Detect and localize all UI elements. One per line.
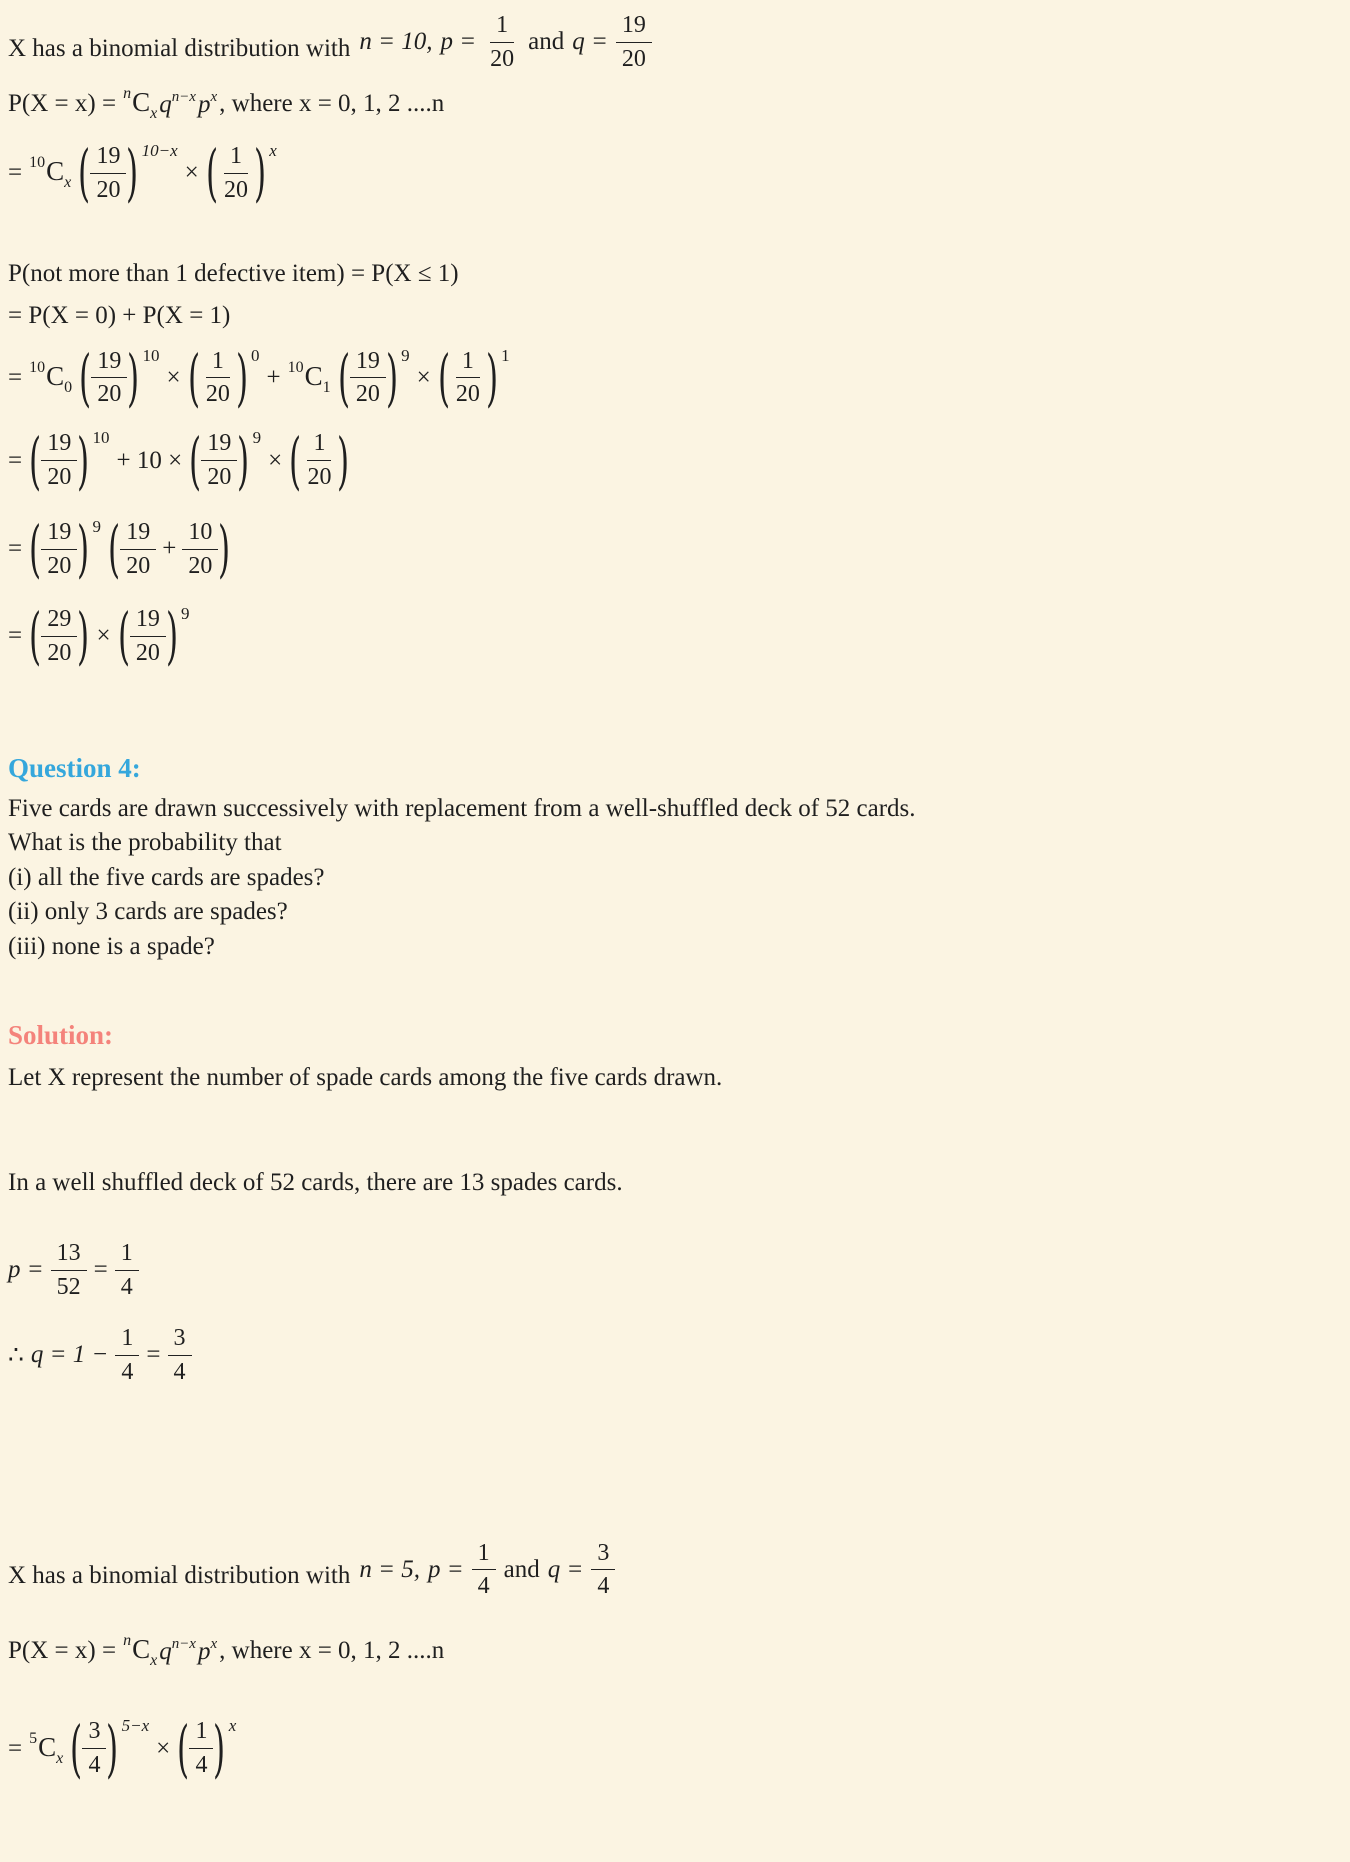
equals-sign: = (8, 535, 23, 563)
fraction (201, 430, 237, 491)
fraction-numerator: 19 (91, 348, 127, 379)
question-item-ii: (ii) only 3 cards are spades? (8, 898, 288, 925)
pmf-formula-line-2 (8, 1632, 1336, 1670)
intro-math (359, 1540, 615, 1601)
comb-upper-index: n (123, 1632, 132, 1650)
times-sign: × (156, 1734, 171, 1762)
question-text-line: Five cards are drawn successively with replacement from a well-shuffled deck of 52 cards. (8, 794, 916, 822)
comb-letter: C (304, 360, 323, 391)
fraction (115, 1325, 139, 1386)
paren-fraction-group (70, 1711, 150, 1785)
binomial-params-line-2 (8, 1536, 1336, 1600)
fraction (130, 606, 166, 667)
fraction-denominator: 4 (477, 1573, 490, 1600)
fraction-numerator: 1 (490, 12, 514, 43)
q-fraction (591, 1540, 615, 1601)
exponent: 9 (252, 428, 262, 448)
fraction-numerator: 19 (616, 12, 652, 43)
comb-upper-index: 10 (29, 154, 46, 172)
exponent: x (269, 140, 277, 160)
p-value-line (8, 1240, 1336, 1301)
times-sign: × (96, 622, 111, 650)
solution-paragraph-2: In a well shuffled deck of 52 cards, there are 13 spades cards. (8, 1168, 623, 1196)
intro-text: X has a binomial distribution with (8, 1562, 351, 1589)
pmf-tail: , where x = 0, 1, 2 ....n (219, 1637, 445, 1665)
statement-text: P(not more than 1 defective item) = P(X ≤ 1) (8, 259, 459, 287)
paren-fraction-group (437, 340, 510, 414)
plus-sign: + (266, 363, 281, 391)
comb-lower-index: 1 (322, 378, 331, 396)
pmf-formula-line (8, 85, 1336, 123)
fraction (200, 348, 236, 409)
fraction-numerator: 19 (120, 519, 156, 550)
binomial-params-line-1 (8, 8, 1336, 72)
fraction (41, 606, 77, 667)
combination-symbol (29, 1730, 63, 1768)
fraction-denominator: 4 (120, 1273, 133, 1300)
fraction-denominator: 20 (47, 464, 72, 491)
comb-lower-index: x (56, 1749, 64, 1767)
fraction-denominator: 20 (455, 381, 480, 408)
fraction-numerator: 19 (90, 143, 126, 174)
fraction-denominator: 20 (96, 176, 121, 203)
fraction (51, 1240, 87, 1301)
paren-fraction-group (29, 599, 90, 673)
and-text: and (528, 28, 565, 56)
exponent: 10 (142, 345, 160, 365)
fraction (218, 143, 254, 204)
pmf-tail: , where x = 0, 1, 2 ....n (219, 89, 445, 117)
fraction-denominator: 20 (307, 464, 332, 491)
fraction-denominator: 20 (490, 45, 515, 72)
simplified-line-1 (8, 423, 1336, 497)
right-paren: ) (106, 1711, 119, 1785)
q-label: q = (572, 28, 608, 56)
fraction-denominator: 4 (597, 1573, 610, 1600)
question-item-iii: (iii) none is a spade? (8, 932, 215, 960)
fraction-denominator: 20 (135, 639, 160, 666)
right-paren: ) (254, 136, 267, 210)
left-paren: ( (70, 1711, 83, 1785)
fraction-numerator: 1 (115, 1240, 139, 1271)
fraction-denominator: 4 (88, 1752, 101, 1779)
fraction-numerator: 3 (591, 1540, 615, 1571)
final-result-line (8, 599, 1336, 673)
comb-lower-index: x (150, 1652, 158, 1670)
comb-upper-index: 5 (29, 1729, 38, 1747)
p-power (198, 89, 217, 119)
paren-fraction-group (177, 1711, 237, 1785)
exponent: 10−x (141, 140, 178, 160)
and-text: and (503, 1555, 540, 1583)
equals-sign: = (8, 1734, 23, 1762)
paren-fraction-group (78, 136, 178, 210)
question-4-section (8, 753, 1336, 965)
power-superscript: n−x (171, 1636, 196, 1653)
comb-letter: C (46, 360, 65, 391)
exponent: 10 (92, 428, 110, 448)
fraction-denominator: 20 (223, 176, 248, 203)
fraction-denominator: 4 (173, 1358, 186, 1385)
equals-sign: = (93, 1256, 108, 1284)
left-paren: ( (289, 423, 302, 497)
paren-fraction-group (29, 512, 102, 586)
exponent: 0 (251, 345, 260, 365)
right-paren: ) (77, 423, 90, 497)
fraction-numerator: 1 (206, 348, 230, 379)
solution-paragraph-1: Let X represent the number of spade cards among the five cards drawn. (8, 1064, 723, 1091)
combination-symbol (123, 85, 157, 123)
solution-4-section (8, 1020, 1336, 1785)
q-power (159, 89, 196, 119)
n-value: n = 10, (359, 28, 433, 56)
fraction-numerator: 19 (201, 430, 237, 461)
fraction-numerator: 19 (130, 606, 166, 637)
left-paren: ( (205, 136, 218, 210)
fraction-denominator: 4 (121, 1358, 134, 1385)
comb-upper-index: 10 (287, 358, 304, 376)
fraction (41, 430, 77, 491)
power-superscript: n−x (171, 88, 196, 105)
fraction-numerator: 1 (307, 430, 331, 461)
plus-sign: + (162, 535, 177, 563)
power-base: q (159, 1638, 172, 1666)
fraction-denominator: 20 (207, 464, 232, 491)
left-paren: ( (337, 340, 350, 414)
fraction (82, 1718, 106, 1779)
fraction-numerator: 29 (41, 606, 77, 637)
equals-sign: = (8, 622, 23, 650)
fraction-numerator: 1 (189, 1718, 213, 1749)
fraction (120, 519, 156, 580)
exponent: 1 (501, 345, 510, 365)
power-base: p (197, 1638, 211, 1666)
right-paren: ) (218, 512, 231, 586)
equals-sign: = (8, 363, 23, 391)
equals-sign: = (8, 446, 23, 474)
right-paren: ) (77, 599, 90, 673)
exponent: x (228, 1716, 237, 1736)
left-paren: ( (29, 512, 42, 586)
left-paren: ( (177, 1711, 190, 1785)
left-paren: ( (108, 512, 121, 586)
times-sign: × (166, 363, 181, 391)
paren-sum-group (108, 512, 231, 586)
left-paren: ( (187, 340, 200, 414)
exponent: 9 (181, 603, 190, 623)
fraction-numerator: 19 (41, 519, 77, 550)
left-paren: ( (117, 599, 130, 673)
q-value-line (8, 1325, 1336, 1386)
power-base: q (159, 90, 172, 118)
times-sign: × (184, 159, 199, 187)
pmf-lhs: P(X = x) = (8, 89, 117, 117)
p-fraction (484, 12, 520, 73)
fraction (450, 348, 486, 409)
fraction-numerator: 1 (115, 1325, 139, 1356)
fraction (189, 1718, 213, 1779)
comb-letter: C (132, 86, 151, 117)
intro-text: X has a binomial distribution with (8, 34, 351, 62)
power-base: p (197, 90, 211, 118)
fraction-denominator: 4 (195, 1752, 208, 1779)
p-fraction (472, 1540, 496, 1601)
factored-line (8, 512, 1336, 586)
comb-lower-index: 0 (64, 378, 73, 396)
fraction-numerator: 19 (350, 348, 386, 379)
p-power (198, 1636, 217, 1666)
paren-fraction-group (289, 423, 350, 497)
fraction-denominator: 20 (205, 381, 230, 408)
previous-solution-block (8, 8, 1336, 673)
left-paren: ( (79, 340, 92, 414)
left-paren: ( (29, 599, 42, 673)
p-label: p = (440, 28, 477, 56)
therefore-symbol: ∴ (8, 1342, 24, 1370)
comb-letter: C (38, 1731, 57, 1762)
fraction (90, 143, 126, 204)
equals-sign: = (8, 159, 23, 187)
exponent: 5−x (121, 1716, 150, 1736)
plus-ten-times-text: + 10 × (116, 446, 183, 474)
right-paren: ) (485, 340, 499, 414)
question-item-i: (i) all the five cards are spades? (8, 863, 325, 891)
fraction-numerator: 1 (456, 348, 480, 379)
q-power (159, 1636, 196, 1666)
q-expression: q = 1 − (30, 1341, 109, 1369)
paren-fraction-group (189, 423, 262, 497)
fraction-numerator: 13 (51, 1240, 87, 1271)
comb-lower-index: x (64, 174, 72, 192)
fraction-denominator: 20 (621, 45, 646, 72)
equals-sign: = (146, 1341, 161, 1369)
fraction-denominator: 52 (56, 1273, 81, 1300)
comb-upper-index: n (123, 84, 132, 102)
combination-symbol (123, 1632, 157, 1670)
q-fraction (616, 12, 652, 73)
comb-letter: C (132, 1634, 151, 1665)
fraction-numerator: 10 (182, 519, 218, 550)
comb-upper-index: 10 (29, 358, 46, 376)
paren-fraction-group (79, 340, 160, 414)
fraction (41, 519, 77, 580)
substituted-formula-line-2 (8, 1711, 1336, 1785)
paren-fraction-group (117, 599, 190, 673)
fraction-denominator: 20 (47, 552, 72, 579)
right-paren: ) (237, 423, 250, 497)
fraction-numerator: 3 (82, 1718, 106, 1749)
left-paren: ( (29, 423, 42, 497)
times-sign: × (268, 446, 283, 474)
fraction-denominator: 20 (126, 552, 151, 579)
question-text-line: What is the probability that (8, 829, 282, 856)
paren-fraction-group (29, 423, 110, 497)
q-label: q = (547, 1555, 584, 1583)
power-superscript: x (210, 1636, 218, 1653)
right-paren: ) (235, 340, 248, 414)
fraction-denominator: 20 (188, 552, 213, 579)
paren-fraction-group (337, 340, 410, 414)
right-paren: ) (126, 136, 139, 210)
comb-letter: C (46, 156, 65, 187)
exponent: 9 (401, 345, 410, 365)
fraction-denominator: 20 (47, 639, 72, 666)
power-superscript: x (210, 88, 218, 105)
paren-fraction-group (205, 136, 277, 210)
right-paren: ) (77, 512, 90, 586)
pmf-lhs: P(X = x) = (8, 1637, 117, 1665)
solution-heading: Solution: (8, 1020, 114, 1050)
fraction (301, 430, 337, 491)
fraction-numerator: 3 (168, 1325, 192, 1356)
fraction (115, 1240, 139, 1301)
comb-lower-index: x (150, 104, 158, 122)
intro-math (359, 12, 651, 73)
exponent: 9 (92, 517, 102, 536)
fraction-numerator: 19 (41, 430, 77, 461)
right-paren: ) (127, 340, 140, 414)
right-paren: ) (385, 340, 399, 414)
term-substitution-line (8, 340, 1336, 414)
left-paren: ( (437, 340, 450, 414)
combination-symbol (29, 359, 72, 397)
combination-symbol (288, 359, 331, 397)
fraction (182, 519, 218, 580)
fraction (350, 348, 386, 409)
left-paren: ( (78, 136, 91, 210)
question-heading: Question 4: (8, 752, 141, 783)
fraction-denominator: 20 (355, 381, 380, 408)
fraction-denominator: 20 (97, 381, 122, 408)
right-paren: ) (337, 423, 350, 497)
times-sign: × (416, 363, 431, 391)
fraction-numerator: 1 (472, 1540, 496, 1571)
expansion-line (8, 302, 1336, 330)
fraction (168, 1325, 192, 1386)
fraction-numerator: 1 (224, 143, 248, 174)
right-paren: ) (165, 599, 178, 673)
n-value: n = 5, (359, 1555, 420, 1583)
paren-fraction-group (187, 340, 260, 414)
p-label: p = (427, 1555, 464, 1583)
expansion-text: = P(X = 0) + P(X = 1) (8, 301, 231, 329)
combination-symbol (29, 154, 71, 192)
substituted-formula-line (8, 136, 1336, 210)
fraction (91, 348, 127, 409)
right-paren: ) (213, 1711, 226, 1785)
p-label: p = (8, 1256, 44, 1284)
probability-statement-line (8, 260, 1336, 288)
left-paren: ( (189, 423, 202, 497)
